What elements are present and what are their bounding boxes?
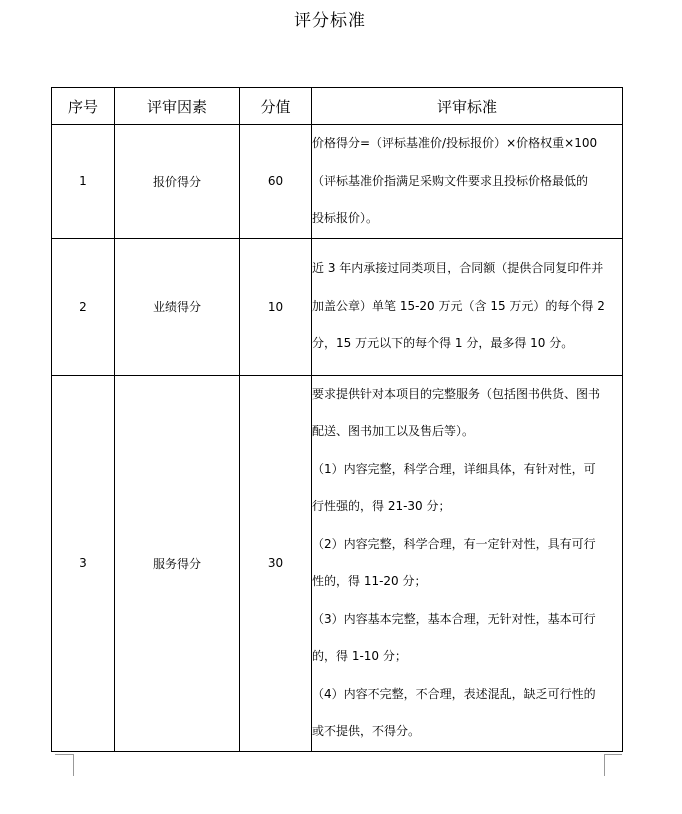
row-review-criteria: [312, 238, 623, 375]
criteria-line: 近 3 年内承接过同类项目，合同额（提供合同复印件并: [312, 261, 604, 276]
criteria-line: 投标报价）。: [312, 211, 379, 225]
criteria-line: （1）内容完整，科学合理，详细具体，有针对性，可: [312, 461, 596, 476]
criteria-line: （2）内容完整，科学合理，有一定针对性，具有可行: [312, 536, 596, 551]
header-serial-number: 序号: [52, 88, 115, 125]
criteria-line: 分，15 万元以下的每个得 1 分，最多得 10 分。: [312, 336, 574, 351]
row-serial-number: 1: [52, 125, 115, 239]
row-review-factor: 报价得分: [115, 125, 240, 239]
scoring-table: [51, 87, 623, 752]
row-score-value: 60: [240, 125, 312, 239]
page-corner-mark-right: [604, 754, 605, 776]
header-review-criteria: 评审标准: [312, 88, 623, 125]
criteria-line: 价格得分=（评标基准价/投标报价）×价格权重×100: [312, 136, 598, 150]
row-score-value: 30: [240, 375, 312, 751]
criteria-line: 性的，得 11-20 分；: [312, 574, 427, 588]
row-serial-number: 3: [52, 375, 115, 751]
table-row: [52, 375, 623, 751]
criteria-line: （评标基准价指满足采购文件要求且投标价格最低的: [312, 173, 589, 188]
criteria-line: 或不提供，不得分。: [312, 724, 421, 738]
criteria-line: 行性强的，得 21-30 分；: [312, 499, 451, 513]
row-review-criteria: [312, 375, 623, 751]
criteria-line: （4）内容不完整，不合理，表述混乱，缺乏可行性的: [312, 686, 596, 701]
page-corner-mark-left: [73, 754, 74, 776]
criteria-line: 配送、图书加工以及售后等）。: [312, 424, 475, 438]
header-review-factor: 评审因素: [115, 88, 240, 125]
table-header-row: [52, 88, 623, 125]
page-corner-mark-left-horizontal: [55, 754, 73, 755]
table-row: [52, 238, 623, 375]
table-row: [52, 125, 623, 239]
row-review-factor: 服务得分: [115, 375, 240, 751]
row-serial-number: 2: [52, 238, 115, 375]
criteria-line: 加盖公章）单笔 15-20 万元（含 15 万元）的每个得 2: [312, 298, 605, 313]
row-review-factor: 业绩得分: [115, 238, 240, 375]
header-score-value: 分值: [240, 88, 312, 125]
page-corner-mark-right-horizontal: [604, 754, 622, 755]
row-review-criteria: [312, 125, 623, 239]
row-score-value: 10: [240, 238, 312, 375]
criteria-line: （3）内容基本完整，基本合理，无针对性，基本可行: [312, 611, 596, 626]
criteria-line: 要求提供针对本项目的完整服务（包括图书供货、图书: [312, 386, 601, 401]
document-title: 评分标准: [294, 11, 366, 31]
criteria-line: 的，得 1-10 分；: [312, 649, 407, 663]
